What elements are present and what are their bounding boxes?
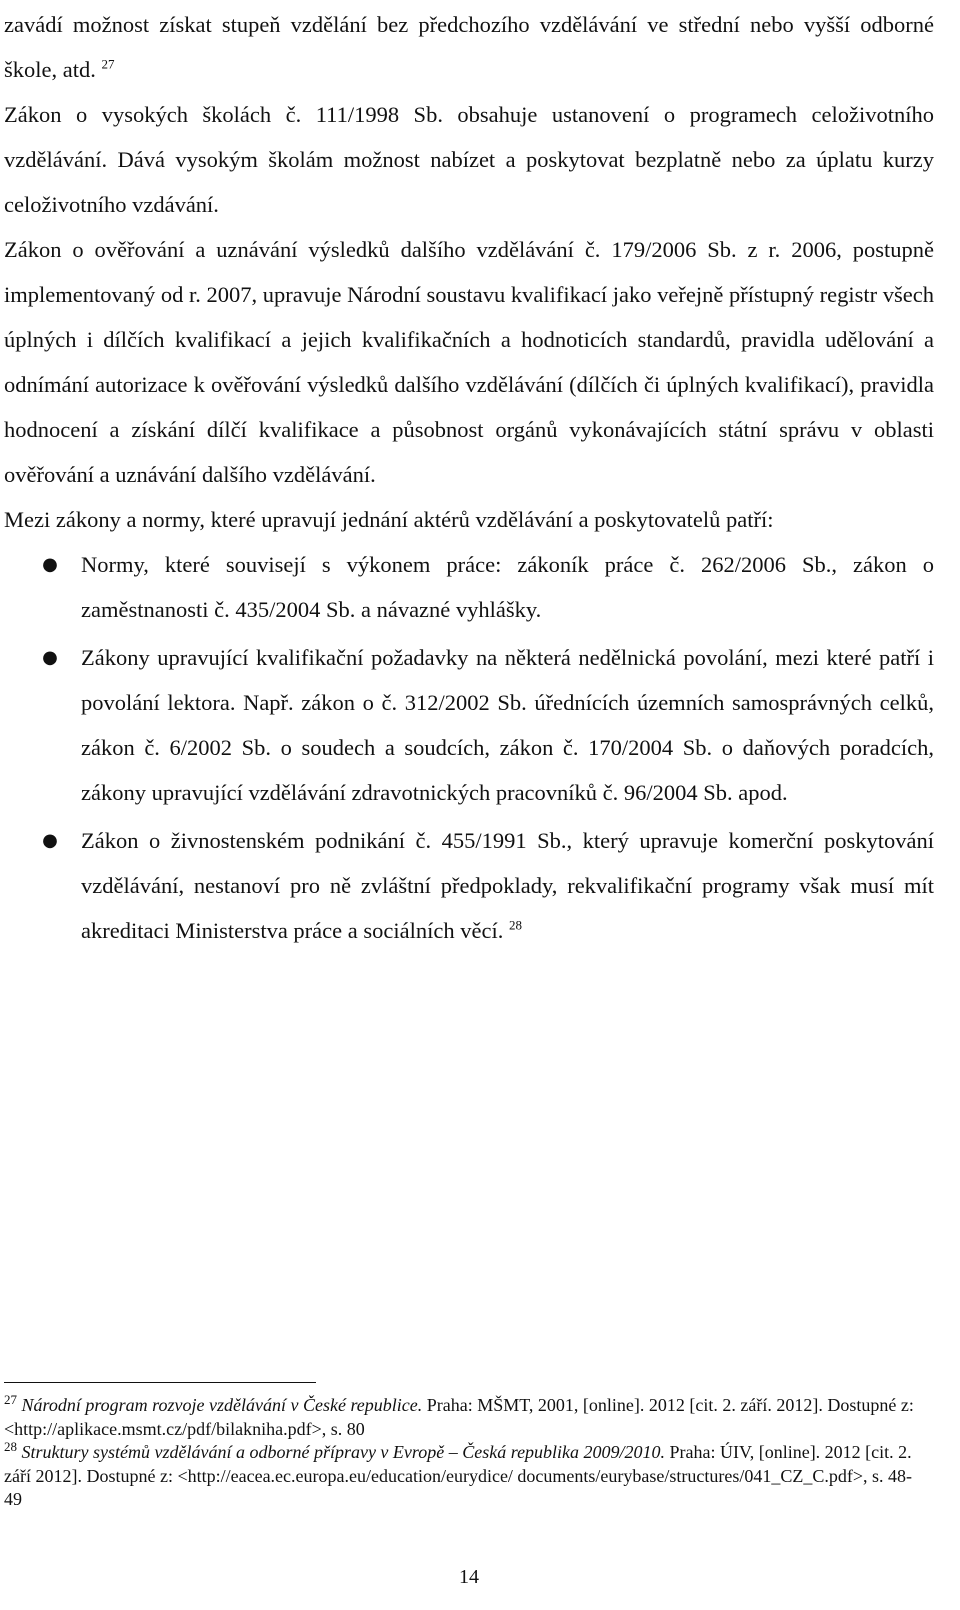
footnotes	[4, 1394, 926, 1512]
bullet-icon: ●	[42, 647, 58, 668]
paragraph-qualification-act: Zákon o ověřování a uznávání výsledků dalšího vzdělávání č. 179/2006 Sb. z r. 2006, postupně implementovaný od r. 2007, upravuje Národní soustavu kvalifikací jako veřejně přístupný registr všech úplných i dílčích kvalifikací a jejich kvalifikačních a hodnoticích standardů, pravidla udělování a odnímání autorizace k ověřování výsledků dalšího vzdělávání (dílčích či úplných kvalifikací), pravidla hodnocení a získání dílčí kvalifikace a působnost orgánů vykonávajících státní správu v oblasti ověřování a uznávání dalšího vzdělávání.	[4, 237, 934, 487]
paragraph-university-act: Zákon o vysokých školách č. 111/1998 Sb. obsahuje ustanovení o programech celoživotního vzdělávání. Dává vysokým školám možnost nabízet a poskytovat bezplatně nebo za úplatu kurzy celoživotního vzdávání.	[4, 102, 934, 217]
bullet-icon: ●	[42, 830, 58, 851]
body-text	[4, 2, 934, 956]
bullet-item-trade-law	[4, 818, 934, 953]
footnote-source-details: Praha: ÚIV, [online]. 2012 [cit. 2. září 2012]. Dostupné z: <http://eacea.ec.europa.eu/education/eurydice/ documents/eurybase/structures/041_CZ_C.pdf>, s. 48-49	[4, 1442, 913, 1509]
footnote-source-title: Národní program rozvoje vzdělávání v České republice.	[21, 1395, 423, 1415]
page-number: 14	[459, 1566, 479, 1588]
footnote-reference-28: 28	[508, 917, 522, 933]
footnote-number: 28	[4, 1439, 17, 1454]
footnote-source-title: Struktury systémů vzdělávání a odborné přípravy v Evropě – Česká republika 2009/2010.	[21, 1442, 666, 1462]
footnote-reference-27: 27	[101, 56, 115, 72]
bullet-text: Zákon o živnostenském podnikání č. 455/1991 Sb., který upravuje komerční poskytování vzdělávání, nestanoví pro ně zvláštní předpoklady, rekvalifikační programy však musí mít akreditaci Ministerstva práce a sociálních věcí.	[81, 828, 934, 943]
laws-bullet-list	[4, 542, 934, 953]
bullet-item-qualification-laws	[4, 635, 934, 815]
footnote-28	[4, 1441, 926, 1512]
bullet-text: Normy, které souvisejí s výkonem práce: zákoník práce č. 262/2006 Sb., zákon o zaměstnanosti č. 435/2004 Sb. a návazné vyhlášky.	[81, 552, 934, 622]
bullet-icon: ●	[42, 554, 58, 575]
footnote-separator	[4, 1382, 316, 1383]
footnote-source-details: Praha: MŠMT, 2001, [online]. 2012 [cit. 2. září. 2012]. Dostupné z: <http://aplikace.msmt.cz/pdf/bilakniha.pdf>, s. 80	[4, 1395, 914, 1439]
paragraph-continuation	[4, 2, 934, 92]
footnote-number: 27	[4, 1392, 17, 1407]
paragraph-laws-intro: Mezi zákony a normy, které upravují jednání aktérů vzdělávání a poskytovatelů patří:	[4, 507, 774, 532]
page-content	[4, 0, 934, 1610]
bullet-item-labour-laws	[4, 542, 934, 632]
bullet-text: Zákony upravující kvalifikační požadavky na některá nedělnická povolání, mezi které patří i povolání lektora. Např. zákon o č. 312/2002 Sb. úřednících územních samosprávných celků, zákon č. 6/2002 Sb. o soudech a soudcích, zákon č. 170/2004 Sb. o daňových poradcích, zákony upravující vzdělávání zdravotnických pracovníků č. 96/2004 Sb. apod.	[81, 645, 934, 805]
footnote-27	[4, 1394, 926, 1441]
paragraph-text: zavádí možnost získat stupeň vzdělání bez předchozího vzdělávání ve střední nebo vyšší odborné škole, atd.	[4, 12, 934, 82]
